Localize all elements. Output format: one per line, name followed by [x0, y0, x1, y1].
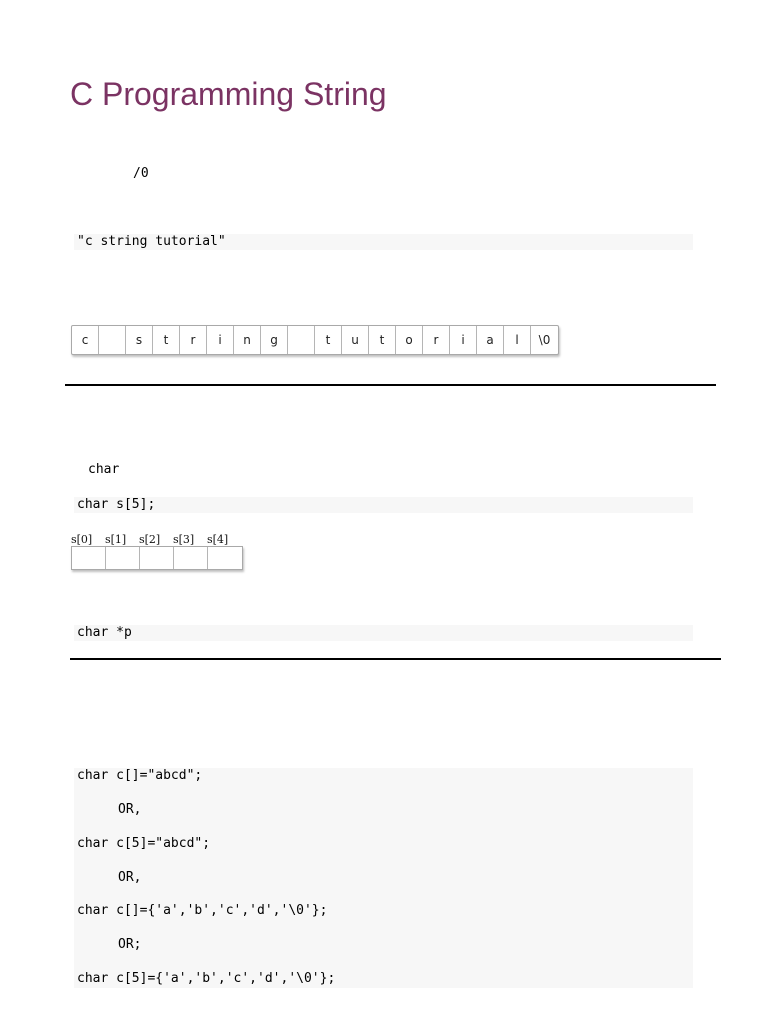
string-cell: c	[72, 326, 99, 354]
array-index-labels	[71, 533, 243, 546]
code-line: char c[5]="abcd";	[77, 836, 211, 851]
string-cell: \0	[538, 333, 551, 347]
section-divider	[70, 658, 721, 660]
initialization-code-block	[74, 768, 693, 988]
array-index-label: s[3]	[173, 533, 195, 546]
array-box	[140, 547, 174, 569]
string-cell: l	[504, 326, 531, 354]
null-char-note: /0	[133, 166, 149, 181]
pointer-code-bar	[74, 625, 693, 641]
code-line: OR;	[118, 937, 142, 952]
string-cell: a	[477, 326, 504, 354]
array-box	[106, 547, 140, 569]
array-box	[174, 547, 208, 569]
string-literal-code: "c string tutorial"	[77, 234, 226, 249]
array-index-label: s[0]	[71, 533, 93, 546]
string-cell: i	[450, 326, 477, 354]
array-box	[208, 547, 242, 569]
string-cell: t	[369, 326, 396, 354]
code-line: char c[]={'a','b','c','d','\0'};	[77, 903, 328, 918]
array-index-diagram	[71, 533, 243, 570]
string-cell: u	[342, 326, 369, 354]
code-line: char c[5]={'a','b','c','d','\0'};	[77, 971, 336, 986]
char-keyword: char	[88, 462, 120, 477]
array-index-label: s[2]	[139, 533, 161, 546]
string-cell: t	[153, 326, 180, 354]
section-divider	[65, 384, 716, 386]
pointer-declaration-code: char *p	[77, 625, 132, 640]
page-title: C Programming String	[70, 76, 387, 112]
array-code-bar	[74, 497, 693, 513]
string-cell: i	[207, 326, 234, 354]
string-cell	[99, 326, 126, 354]
code-line: OR,	[118, 802, 142, 817]
string-cell	[288, 326, 315, 354]
code-line: OR,	[118, 870, 142, 885]
string-cell: t	[315, 326, 342, 354]
array-boxes	[71, 546, 243, 570]
string-cell: s	[126, 326, 153, 354]
array-box	[72, 547, 106, 569]
code-line: char c[]="abcd";	[77, 768, 203, 783]
array-declaration-code: char s[5];	[77, 497, 156, 512]
array-index-label: s[4]	[207, 533, 229, 546]
string-cell: o	[396, 326, 423, 354]
string-cell: r	[180, 326, 207, 354]
array-index-label: s[1]	[105, 533, 127, 546]
string-cell: n	[234, 326, 261, 354]
string-cell: r	[423, 326, 450, 354]
string-cell: g	[261, 326, 288, 354]
string-memory-diagram	[71, 325, 559, 355]
